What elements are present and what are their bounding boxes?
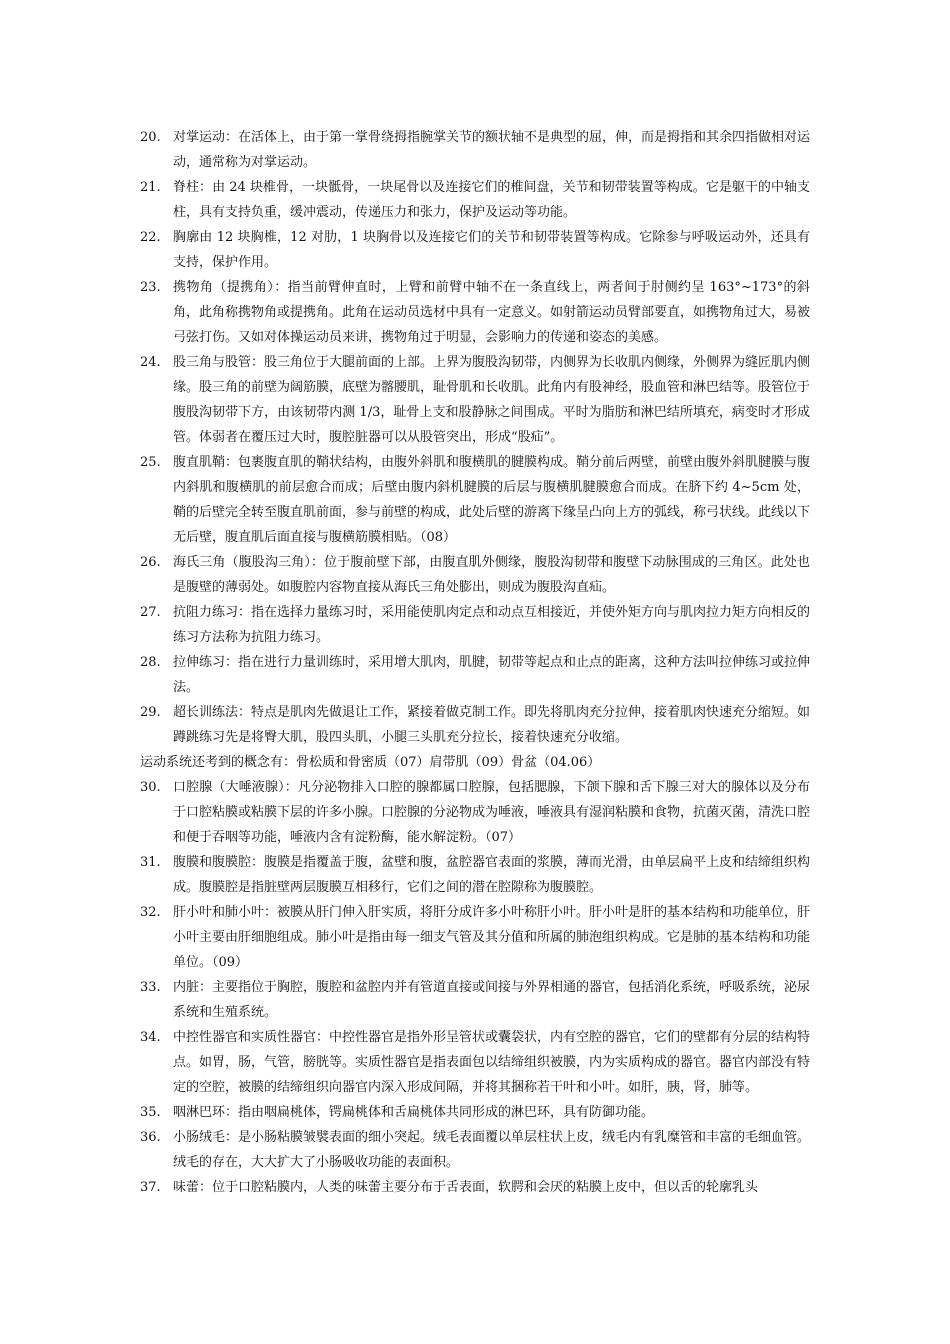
- item-text: 脊柱：由 24 块椎骨，一块骶骨，一块尾骨以及连接它们的椎间盘，关节和韧带装置等构成。它是躯干的中轴支柱，具有支持负重，缓冲震动，传递压力和张力，保护及运动等功能。: [173, 180, 810, 220]
- item-number: 28.: [140, 655, 161, 670]
- item-text: 对掌运动：在活体上，由于第一掌骨绕拇指腕掌关节的额状轴不是典型的屈，伸，而是拇指和其余四指做相对运动，通常称为对掌运动。: [173, 130, 811, 170]
- list-item: [140, 850, 810, 900]
- item-text: 小肠绒毛：是小肠粘膜皱襞表面的细小突起。绒毛表面覆以单层柱状上皮，绒毛内有乳糜管和丰富的毛细血管。绒毛的存在，大大扩大了小肠吸收功能的表面积。: [173, 1130, 811, 1170]
- item-number: 35.: [140, 1105, 161, 1120]
- item-number: 27.: [140, 605, 161, 620]
- item-text: 腹膜和腹膜腔：腹膜是指覆盖于腹，盆壁和腹，盆腔器官表面的浆膜，薄而光滑，由单层扁平上皮和结缔组织构成。腹膜腔是指脏壁两层腹膜互相移行，它们之间的潜在腔隙称为腹膜腔。: [173, 855, 811, 895]
- item-text: 肝小叶和肺小叶：被膜从肝门伸入肝实质，将肝分成许多小叶称肝小叶。肝小叶是肝的基本结构和功能单位，肝小叶主要由肝细胞组成。肺小叶是指由每一细支气管及其分值和所属的肺泡组织构成。它是肺的基本结构和功能单位。（09）: [173, 905, 811, 970]
- item-text: 胸廓由 12 块胸椎，12 对肋，1 块胸骨以及连接它们的关节和韧带装置等构成。它除参与呼吸运动外，还具有支持，保护作用。: [173, 230, 810, 270]
- list-item: [140, 1125, 810, 1175]
- item-text: 中控性器官和实质性器官：中控性器官是指外形呈管状或囊袋状，内有空腔的器官，它们的壁都有分层的结构特点。如胃，肠，气管，膀胱等。实质性器官是指表面包以结缔组织被膜，内为实质构成的器官。器官内部没有特定的空腔，被膜的结缔组织向器官内深入形成间隔，并将其捆称若干叶和小叶。如肝，胰，肾，肺等。: [173, 1030, 811, 1095]
- item-text: 口腔腺（大唾液腺）：凡分泌物排入口腔的腺都属口腔腺，包括腮腺，下颌下腺和舌下腺三对大的腺体以及分布于口腔粘膜或粘膜下层的许多小腺。口腔腺的分泌物成为唾液，唾液具有湿润粘膜和食物，抗菌灭菌，清洗口腔和便于吞咽等功能，唾液内含有淀粉酶，能水解淀粉。（07）: [173, 780, 811, 845]
- item-number: 32.: [140, 905, 161, 920]
- item-number: 25.: [140, 455, 161, 470]
- list-item: [140, 900, 810, 975]
- item-number: 20.: [140, 130, 161, 145]
- list-item: [140, 1175, 810, 1200]
- item-text: 拉伸练习：指在进行力量训练时，采用增大肌肉，肌腱，韧带等起点和止点的距离，这种方法叫拉伸练习或拉伸法。: [173, 655, 811, 695]
- list-item: [140, 350, 810, 450]
- item-text: 咽淋巴环：指由咽扁桃体，锷扁桃体和舌扁桃体共同形成的淋巴环，具有防御功能。: [173, 1105, 655, 1120]
- item-number: 23.: [140, 280, 161, 295]
- item-number: 21.: [140, 180, 161, 195]
- list-item: [140, 600, 810, 650]
- item-text: 腹直肌鞘：包裹腹直肌的鞘状结构，由腹外斜肌和腹横肌的腱膜构成。鞘分前后两壁，前壁由腹外斜肌腱膜与腹内斜肌和腹横肌的前层愈合而成；后壁由腹内斜机腱膜的后层与腹横肌腱膜愈合而成。在脐下约 4~5cm 处，鞘的后壁完全转至腹直肌前面，参与前壁的构成，此处后壁的游离下缘呈凸向上方的弧线，称弓状线。此线以下无后壁，腹直肌后面直接与腹横筋膜相贴。（08）: [173, 455, 811, 545]
- item-number: 22.: [140, 230, 161, 245]
- list-item: [140, 125, 810, 175]
- item-number: 24.: [140, 355, 161, 370]
- item-number: 36.: [140, 1130, 161, 1145]
- list-item: [140, 650, 810, 700]
- item-number: 30.: [140, 780, 161, 795]
- document-body: [140, 125, 810, 1200]
- list-item: [140, 550, 810, 600]
- item-text: 携物角（提携角）：指当前臂伸直时，上臂和前臂中轴不在一条直线上，两者间于肘侧约呈 163°~173°的斜角，此角称携物角或提携角。此角在运动员选材中具有一定意义。如射箭运动员臂部要直，如携物角过大，易被弓弦打伤。又如对体操运动员来讲，携物角过于明显，会影响力的传递和姿态的美感。: [173, 280, 811, 345]
- list-item: [140, 700, 810, 750]
- item-number: 34.: [140, 1030, 161, 1045]
- list-item: [140, 275, 810, 350]
- list-item: [140, 225, 810, 275]
- item-text: 海氏三角（腹股沟三角）：位于腹前壁下部，由腹直肌外侧缘，腹股沟韧带和腹壁下动脉围成的三角区。此处也是腹壁的薄弱处。如腹腔内容物直接从海氏三角处膨出，则成为腹股沟直疝。: [173, 555, 810, 595]
- item-text: 抗阻力练习：指在选择力量练习时，采用能使肌肉定点和动点互相接近，并使外矩方向与肌肉拉力矩方向相反的练习方法称为抗阻力练习。: [173, 605, 811, 645]
- item-number: 26.: [140, 555, 161, 570]
- list-item: [140, 450, 810, 550]
- item-text: 超长训练法：特点是肌肉先做退让工作，紧接着做克制工作。即先将肌肉充分拉伸，接着肌肉快速充分缩短。如蹲跳练习先是将臀大肌，股四头肌，小腿三头肌充分拉长，接着快速充分收缩。: [173, 705, 811, 745]
- item-number: 33.: [140, 980, 161, 995]
- list-item: [140, 775, 810, 850]
- item-text: 味蕾：位于口腔粘膜内，人类的味蕾主要分布于舌表面，软腭和会厌的粘膜上皮中，但以舌的轮廓乳头: [173, 1180, 759, 1195]
- list-item: [140, 975, 810, 1025]
- item-text: 内脏：主要指位于胸腔，腹腔和盆腔内并有管道直接或间接与外界相通的器官，包括消化系统，呼吸系统，泌尿系统和生殖系统。: [173, 980, 811, 1020]
- section-note: 运动系统还考到的概念有：骨松质和骨密质（07）肩带肌（09）骨盆（04.06）: [140, 755, 601, 770]
- item-number: 31.: [140, 855, 161, 870]
- item-number: 29.: [140, 705, 161, 720]
- item-text: 股三角与股管：股三角位于大腿前面的上部。上界为腹股沟韧带，内侧界为长收肌内侧缘，外侧界为缝匠肌内侧缘。股三角的前壁为阔筋膜，底壁为髂腰肌，耻骨肌和长收肌。此角内有股神经，股血管和淋巴结等。股管位于腹股沟韧带下方，由该韧带内测 1/3，耻骨上支和股静脉之间围成。平时为脂肪和淋巴结所填充，病变时才形成管。体弱者在覆压过大时，腹腔脏器可以从股管突出，形成“股疝”。: [173, 355, 811, 445]
- list-item: [140, 1025, 810, 1100]
- item-number: 37.: [140, 1180, 161, 1195]
- list-item: [140, 175, 810, 225]
- list-item: [140, 1100, 810, 1125]
